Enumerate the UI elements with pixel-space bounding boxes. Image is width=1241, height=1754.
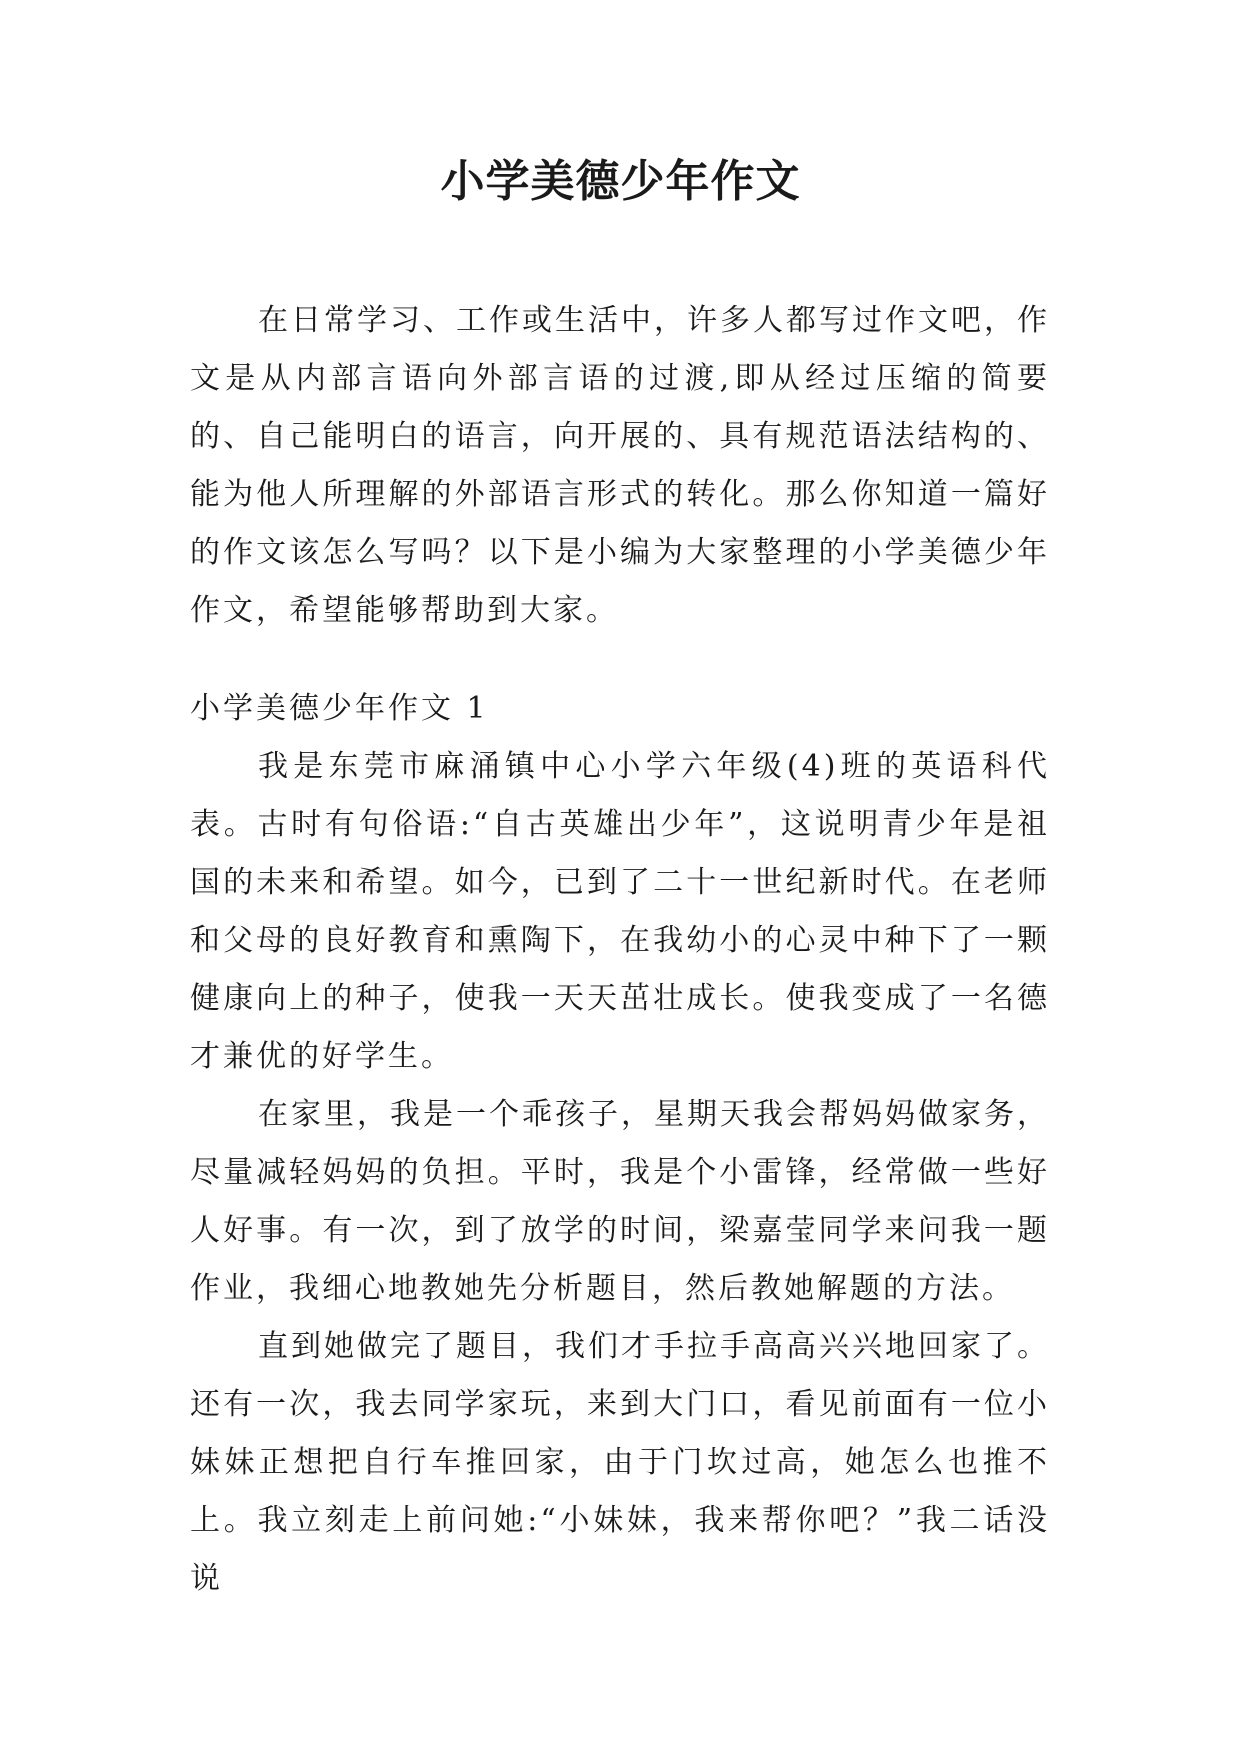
intro-paragraph: 在日常学习、工作或生活中，许多人都写过作文吧，作文是从内部言语向外部言语的过渡,即从经过压缩的简要的、自己能明白的语言，向开展的、具有规范语法结构的、能为他人所理解的外部语言形式的转化。那么你知道一篇好的作文该怎么写吗？以下是小编为大家整理的小学美德少年作文，希望能够帮助到大家。 — [190, 303, 1050, 628]
section-heading: 小学美德少年作文 1 — [190, 691, 489, 726]
document-title: 小学美德少年作文 — [440, 156, 801, 207]
body-paragraph-2: 在家里，我是一个乖孩子，星期天我会帮妈妈做家务，尽量减轻妈妈的负担。平时，我是个小雷锋，经常做一些好人好事。有一次，到了放学的时间，梁嘉莹同学来问我一题作业，我细心地教她先分析题目，然后教她解题的方法。 — [190, 1097, 1050, 1306]
document-body — [190, 292, 1050, 1608]
body-paragraph-3: 直到她做完了题目，我们才手拉手高高兴兴地回家了。还有一次，我去同学家玩，来到大门口，看见前面有一位小妹妹正想把自行车推回家，由于门坎过高，她怎么也推不上。我立刻走上前问她:“小妹妹，我来帮你吧？”我二话没说 — [190, 1329, 1050, 1596]
body-paragraph-1: 我是东莞市麻涌镇中心小学六年级(4)班的英语科代表。古时有句俗语:“自古英雄出少年”，这说明青少年是祖国的未来和希望。如今，已到了二十一世纪新时代。在老师和父母的良好教育和熏陶下，在我幼小的心灵中种下了一颗健康向上的种子，使我一天天茁壮成长。使我变成了一名德才兼优的好学生。 — [190, 749, 1050, 1074]
